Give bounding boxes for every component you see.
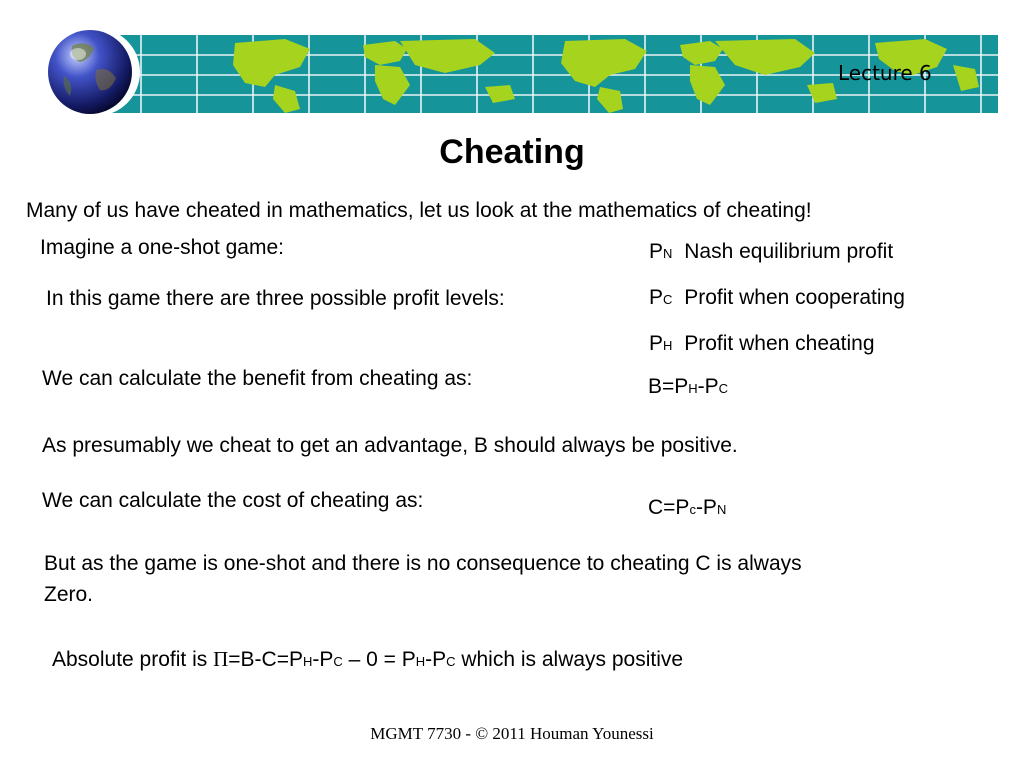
profit-subscript: H [663, 338, 673, 353]
formula-subscript: H [688, 381, 698, 396]
slide-title: Cheating [439, 133, 585, 171]
formula-part: -P [695, 496, 717, 519]
but-text-line1: But as the game is one-shot and there is no consequence to cheating C is always [44, 552, 802, 575]
absolute-profit-text [52, 647, 683, 672]
formula-subscript: N [716, 502, 727, 517]
profit-def-nash [649, 240, 893, 264]
lecture-label: Lecture 6 [838, 61, 932, 85]
footer-copyright: MGMT 7730 - © 2011 Houman Younessi [370, 724, 654, 743]
formula-subscript: C [333, 654, 343, 669]
formula-part: -P [425, 648, 447, 671]
cost-text: We can calculate the cost of cheating as: [42, 489, 424, 512]
profit-symbol: P [649, 332, 664, 355]
formula-subscript: H [415, 654, 426, 669]
profit-desc: Profit when cooperating [684, 286, 905, 309]
formula-part: – 0 = P [342, 648, 416, 671]
profit-levels-text: In this game there are three possible profit levels: [46, 287, 505, 310]
formula-part: C=P [648, 496, 690, 519]
profit-def-cheating [649, 332, 875, 356]
profit-subscript: N [663, 246, 673, 261]
profit-def-cooperating [649, 286, 905, 310]
profit-symbol: P [649, 286, 664, 309]
formula-subscript: C [446, 654, 456, 669]
profit-symbol: P [649, 240, 664, 263]
benefit-text: We can calculate the benefit from cheating as: [42, 367, 473, 390]
formula-part: -P [697, 375, 719, 398]
imagine-text: Imagine a one-shot game: [40, 236, 284, 259]
formula-part: B=P [648, 375, 689, 398]
cost-formula [648, 496, 726, 520]
profit-desc: Nash equilibrium profit [684, 240, 894, 263]
profit-desc: Profit when cheating [684, 332, 875, 355]
profit-subscript: C [663, 292, 673, 307]
formula-part: =B-C=P [228, 648, 303, 671]
formula-subscript: C [718, 381, 729, 396]
formula-part: Absolute profit is [52, 648, 214, 671]
but-text-line2: Zero. [44, 583, 94, 606]
formula-subscript: c [689, 502, 696, 517]
formula-part: which is always positive [455, 648, 684, 671]
benefit-formula [648, 375, 728, 399]
pi-symbol: Π [213, 647, 229, 671]
positive-text: As presumably we cheat to get an advantage, B should always be positive. [42, 434, 738, 457]
globe-logo-icon [44, 26, 156, 118]
intro-text: Many of us have cheated in mathematics, let us look at the mathematics of cheating! [26, 199, 812, 222]
formula-subscript: H [302, 654, 313, 669]
formula-part: -P [312, 648, 334, 671]
